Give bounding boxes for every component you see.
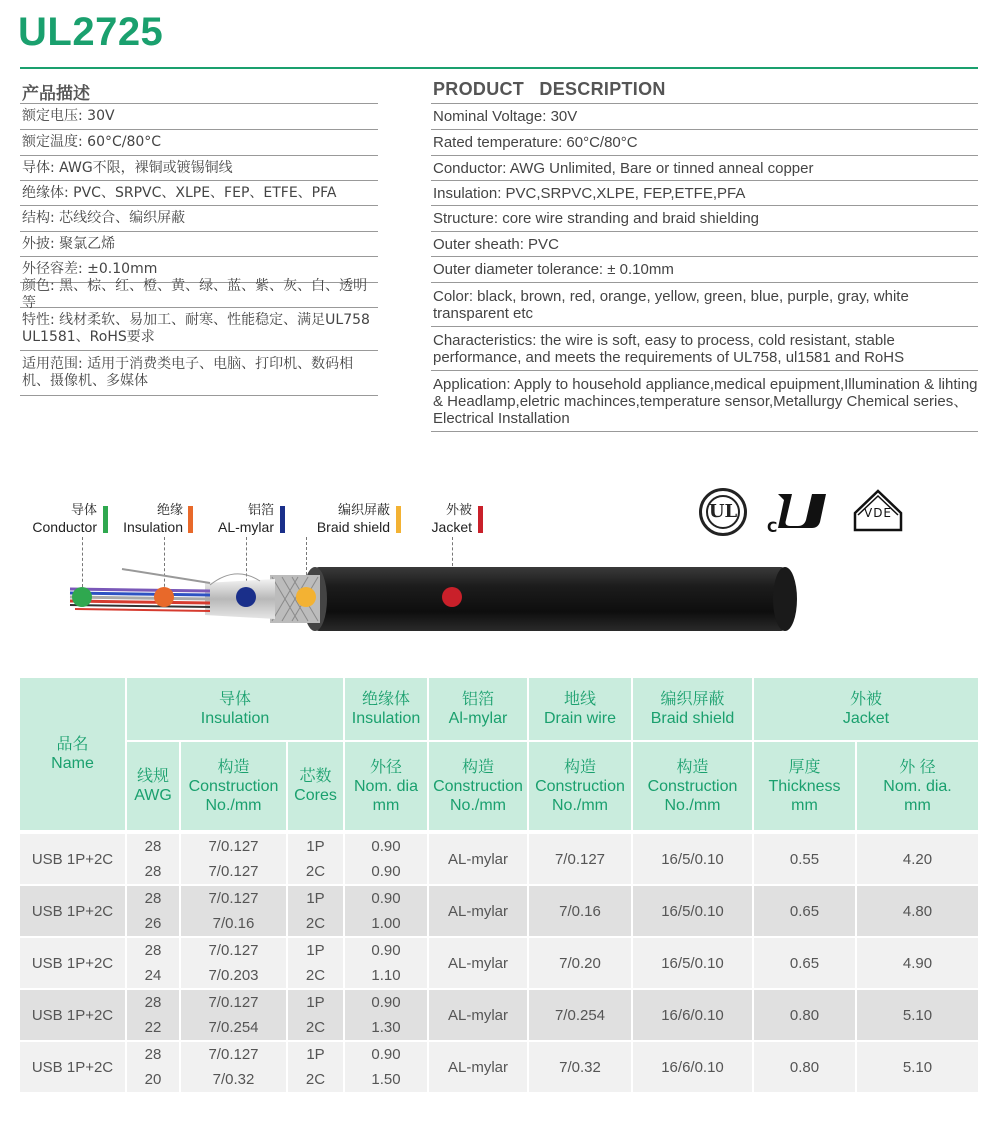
cell-al-mylar: AL-mylar [429, 1040, 529, 1092]
description-row: 颜色: 黑、棕、红、橙、黄、绿、蓝、紫、灰、白、透明等 [20, 283, 378, 308]
subheader-awg: 线规 AWG [127, 742, 181, 832]
cell-braid: 16/6/0.10 [633, 1040, 754, 1092]
header-insulation: 绝缘体 Insulation [345, 678, 429, 742]
cell-braid: 16/6/0.10 [633, 988, 754, 1040]
cell-outer-dia: 5.10 [857, 988, 980, 1040]
cell-nom-dia: 0.90 [345, 858, 429, 884]
cell-thickness: 0.80 [754, 988, 857, 1040]
vde-mark-icon: VDE [852, 488, 904, 534]
cell-nom-dia: 1.10 [345, 962, 429, 988]
cell-name: USB 1P+2C [20, 936, 127, 988]
ul-mark-icon: UL [699, 488, 747, 536]
cell-cores: 2C [288, 858, 345, 884]
description-row: 绝缘体: PVC、SRPVC、XLPE、FEP、ETFE、PFA [20, 181, 378, 206]
cell-name: USB 1P+2C [20, 832, 127, 884]
cell-nom-dia: 0.90 [345, 832, 429, 858]
description-row: Application: Apply to household appliance,medical epuipment,Illumination & lihting & Headlamp,eletric machinces,temperature sensor,Metallurgy Chemical series、Electrical Installation [431, 371, 978, 432]
cable-illustration [60, 555, 810, 645]
label-braid-shield: 编织屏蔽 Braid shield [316, 503, 390, 535]
cell-construction: 7/0.127 [181, 1040, 288, 1066]
cell-drain: 7/0.20 [529, 936, 633, 988]
cell-awg: 26 [127, 910, 181, 936]
cell-drain: 7/0.254 [529, 988, 633, 1040]
cell-construction: 7/0.127 [181, 832, 288, 858]
subheader-thickness: 厚度 Thickness mm [754, 742, 857, 832]
cell-name: USB 1P+2C [20, 884, 127, 936]
cell-construction: 7/0.32 [181, 1066, 288, 1092]
cell-awg: 28 [127, 884, 181, 910]
subheader-outer-dia: 外 径 Nom. dia. mm [857, 742, 980, 832]
cell-awg: 28 [127, 1040, 181, 1066]
cell-name: USB 1P+2C [20, 988, 127, 1040]
cell-cores: 2C [288, 1066, 345, 1092]
cell-al-mylar: AL-mylar [429, 884, 529, 936]
cell-nom-dia: 0.90 [345, 884, 429, 910]
cell-thickness: 0.65 [754, 884, 857, 936]
cell-outer-dia: 4.80 [857, 884, 980, 936]
cell-cores: 1P [288, 884, 345, 910]
header-conductor: 导体 Insulation [127, 678, 345, 742]
description-row: 额定温度: 60°C/80°C [20, 130, 378, 156]
cell-thickness: 0.80 [754, 1040, 857, 1092]
description-row: Insulation: PVC,SRPVC,XLPE, FEP,ETFE,PFA [431, 181, 978, 206]
description-heading-cn: 产品描述 [20, 74, 378, 104]
subheader-construction: 构造 Construction No./mm [181, 742, 288, 832]
description-row: 特性: 线材柔软、易加工、耐寒、性能稳定、满足UL758 UL1581、RoHS要求 [20, 308, 378, 351]
table-row [20, 1040, 980, 1066]
label-jacket: 外被 Jacket [431, 503, 472, 535]
color-marker-insulation [188, 506, 193, 533]
header-name: 品名 Name [20, 678, 127, 832]
cell-awg: 20 [127, 1066, 181, 1092]
description-row: Outer sheath: PVC [431, 232, 978, 257]
cell-nom-dia: 1.50 [345, 1066, 429, 1092]
cell-cores: 2C [288, 1014, 345, 1040]
cell-al-mylar: AL-mylar [429, 832, 529, 884]
color-marker-al-mylar [280, 506, 285, 533]
description-english [431, 74, 978, 432]
subheader-nom-dia: 外径 Nom. dia mm [345, 742, 429, 832]
cell-cores: 1P [288, 988, 345, 1014]
description-row: Conductor: AWG Unlimited, Bare or tinned anneal copper [431, 156, 978, 181]
header-braid-shield: 编织屏蔽 Braid shield [633, 678, 754, 742]
table-row [20, 988, 980, 1014]
cell-al-mylar: AL-mylar [429, 988, 529, 1040]
cell-awg: 22 [127, 1014, 181, 1040]
description-row: 外披: 聚氯乙烯 [20, 232, 378, 257]
spec-table [20, 678, 980, 1092]
cell-outer-dia: 4.90 [857, 936, 980, 988]
cell-drain: 7/0.127 [529, 832, 633, 884]
cell-nom-dia: 1.00 [345, 910, 429, 936]
cell-cores: 1P [288, 936, 345, 962]
cell-construction: 7/0.127 [181, 858, 288, 884]
cell-cores: 1P [288, 1040, 345, 1066]
label-insulation: 绝缘 Insulation [123, 503, 183, 535]
cul-mark-icon: C [772, 490, 832, 534]
cell-construction: 7/0.203 [181, 962, 288, 988]
cell-construction: 7/0.16 [181, 910, 288, 936]
subheader-braid-construction: 构造 Construction No./mm [633, 742, 754, 832]
description-row: Structure: core wire stranding and braid shielding [431, 206, 978, 232]
cell-construction: 7/0.127 [181, 936, 288, 962]
description-row: Nominal Voltage: 30V [431, 104, 978, 130]
cell-braid: 16/5/0.10 [633, 884, 754, 936]
subheader-cores: 芯数 Cores [288, 742, 345, 832]
page-title: UL2725 [18, 10, 164, 54]
description-row: Color: black, brown, red, orange, yellow, green, blue, purple, gray, white transparent etc [431, 283, 978, 327]
label-conductor: 导体 Conductor [32, 503, 97, 535]
cell-al-mylar: AL-mylar [429, 936, 529, 988]
cell-thickness: 0.65 [754, 936, 857, 988]
cell-cores: 1P [288, 832, 345, 858]
description-row: Characteristics: the wire is soft, easy to process, cold resistant, stable performance, and meets the requirements of UL758, ul1581 and RoHS [431, 327, 978, 371]
header-al-mylar: 铝箔 Al-mylar [429, 678, 529, 742]
subheader-drain-construction: 构造 Construction No./mm [529, 742, 633, 832]
color-marker-braid-shield [396, 506, 401, 533]
label-al-mylar: 铝箔 AL-mylar [217, 503, 274, 535]
cell-construction: 7/0.127 [181, 884, 288, 910]
cell-cores: 2C [288, 910, 345, 936]
table-row [20, 936, 980, 962]
cell-thickness: 0.55 [754, 832, 857, 884]
cell-construction: 7/0.127 [181, 988, 288, 1014]
cell-cores: 2C [288, 962, 345, 988]
cell-outer-dia: 4.20 [857, 832, 980, 884]
cell-name: USB 1P+2C [20, 1040, 127, 1092]
cell-awg: 28 [127, 832, 181, 858]
cell-drain: 7/0.16 [529, 884, 633, 936]
description-heading-en: PRODUCT DESCRIPTION [431, 74, 978, 104]
cell-outer-dia: 5.10 [857, 1040, 980, 1092]
title-divider [20, 67, 978, 69]
description-row: 额定电压: 30V [20, 104, 378, 130]
color-marker-jacket [478, 506, 483, 533]
cell-braid: 16/5/0.10 [633, 936, 754, 988]
header-drain-wire: 地线 Drain wire [529, 678, 633, 742]
cell-nom-dia: 1.30 [345, 1014, 429, 1040]
description-row: Rated temperature: 60°C/80°C [431, 130, 978, 156]
cell-nom-dia: 0.90 [345, 988, 429, 1014]
description-row: 导体: AWG不限，裸铜或镀锡铜线 [20, 156, 378, 181]
header-jacket: 外被 Jacket [754, 678, 980, 742]
cell-awg: 28 [127, 858, 181, 884]
description-chinese [20, 74, 378, 396]
cell-awg: 24 [127, 962, 181, 988]
cell-awg: 28 [127, 936, 181, 962]
cell-awg: 28 [127, 988, 181, 1014]
subheader-al-construction: 构造 Construction No./mm [429, 742, 529, 832]
table-row [20, 832, 980, 858]
cell-nom-dia: 0.90 [345, 936, 429, 962]
cell-drain: 7/0.32 [529, 1040, 633, 1092]
description-row: 适用范围: 适用于消费类电子、电脑、打印机、数码相机、摄像机、多媒体 [20, 351, 378, 396]
description-row: 结构: 芯线绞合、编织屏蔽 [20, 206, 378, 232]
description-row: 外径容差: ±0.10mm [20, 257, 378, 283]
description-row: Outer diameter tolerance: ± 0.10mm [431, 257, 978, 283]
table-row [20, 884, 980, 910]
cell-construction: 7/0.254 [181, 1014, 288, 1040]
cell-braid: 16/5/0.10 [633, 832, 754, 884]
cell-nom-dia: 0.90 [345, 1040, 429, 1066]
